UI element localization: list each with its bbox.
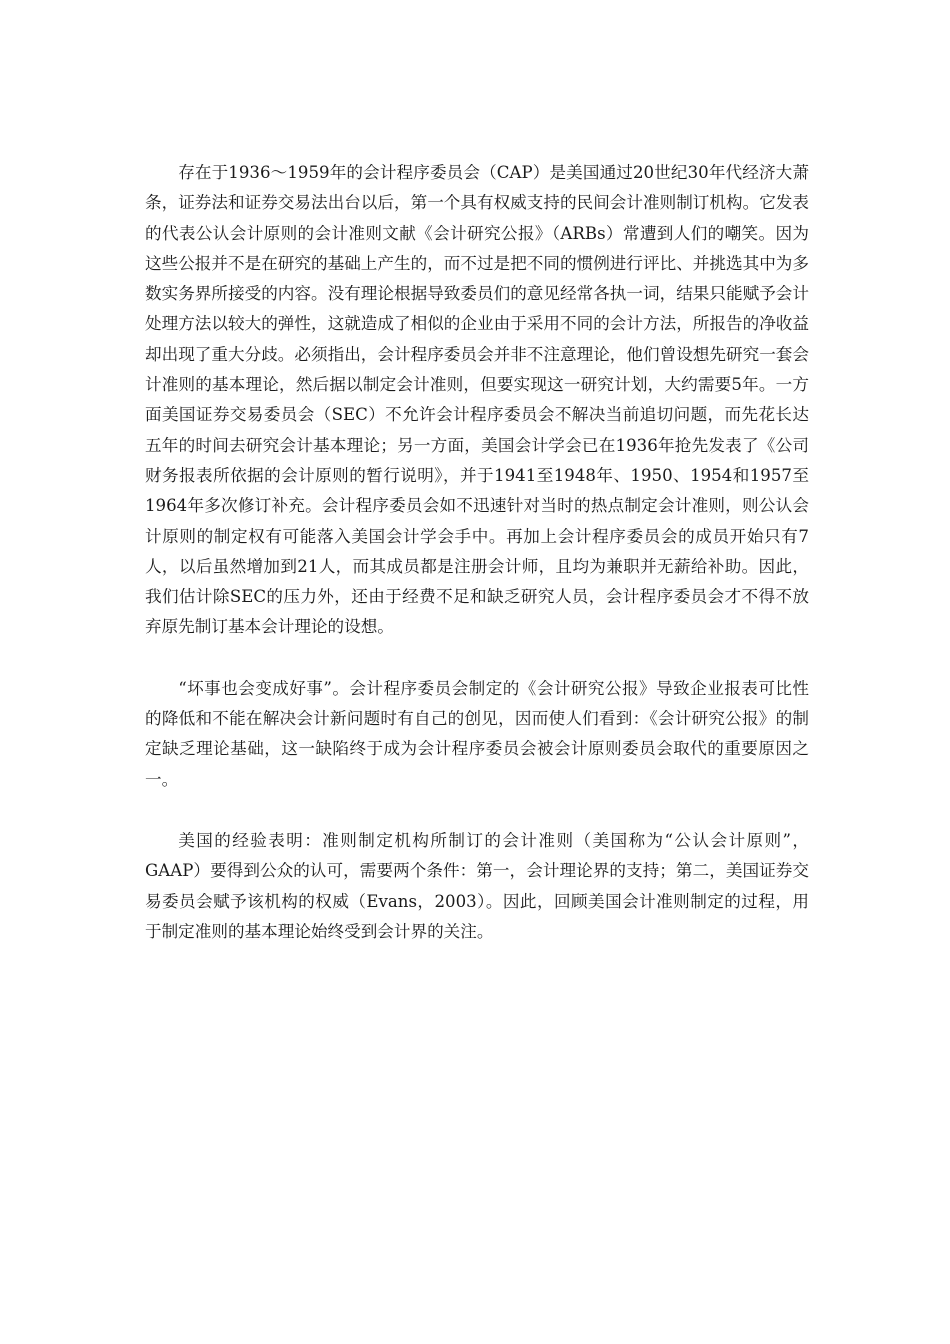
paragraph-blessing-in-disguise: “坏事也会变成好事”。会计程序委员会制定的《会计研究公报》导致企业报表可比性的降低和不能在解决会计新问题时有自己的创见，因而使人们看到：《会计研究公报》的制定缺乏理论基础，这一缺陷终于成为会计程序委员会被会计原则委员会取代的重要原因之一。 (145, 678, 809, 789)
document-body (145, 158, 809, 947)
paragraph-us-experience: 美国的经验表明：准则制定机构所制订的会计准则（美国称为“公认会计原则”，GAAP）要得到公众的认可，需要两个条件：第一，会计理论界的支持；第二，美国证券交易委员会赋予该机构的权威（Evans，2003）。因此，回顾美国会计准则制定的过程，用于制定准则的基本理论始终受到会计界的关注。 (145, 830, 809, 941)
paragraph-cap-history: 存在于1936～1959年的会计程序委员会（CAP）是美国通过20世纪30年代经济大萧条，证券法和证券交易法出台以后，第一个具有权威支持的民间会计准则制订机构。它发表的代表公认会计原则的会计准则文献《会计研究公报》（ARBs）常遭到人们的嘲笑。因为这些公报并不是在研究的基础上产生的，而不过是把不同的惯例进行评比、并挑选其中为多数实务界所接受的内容。没有理论根据导致委员们的意见经常各执一词，结果只能赋予会计处理方法以较大的弹性，这就造成了相似的企业由于采用不同的会计方法，所报告的净收益却出现了重大分歧。必须指出，会计程序委员会并非不注意理论，他们曾设想先研究一套会计准则的基本理论，然后据以制定会计准则，但要实现这一研究计划，大约需要5年。一方面美国证券交易委员会（SEC）不允许会计程序委员会不解决当前追切问题，而先花长达五年的时间去研究会计基本理论；另一方面，美国会计学会已在1936年抢先发表了《公司财务报表所依据的会计原则的暂行说明》，并于1941至1948年、1950、1954和1957至1964年多次修订补充。会计程序委员会如不迅速针对当时的热点制定会计准则，则公认会计原则的制定权有可能落入美国会计学会手中。再加上会计程序委员会的成员开始只有7人，以后虽然增加到21人，而其成员都是注册会计师，且均为兼职并无薪给补助。因此，我们估计除SEC的压力外，还由于经费不足和缺乏研究人员，会计程序委员会才不得不放弃原先制订基本会计理论的设想。 (145, 163, 809, 637)
